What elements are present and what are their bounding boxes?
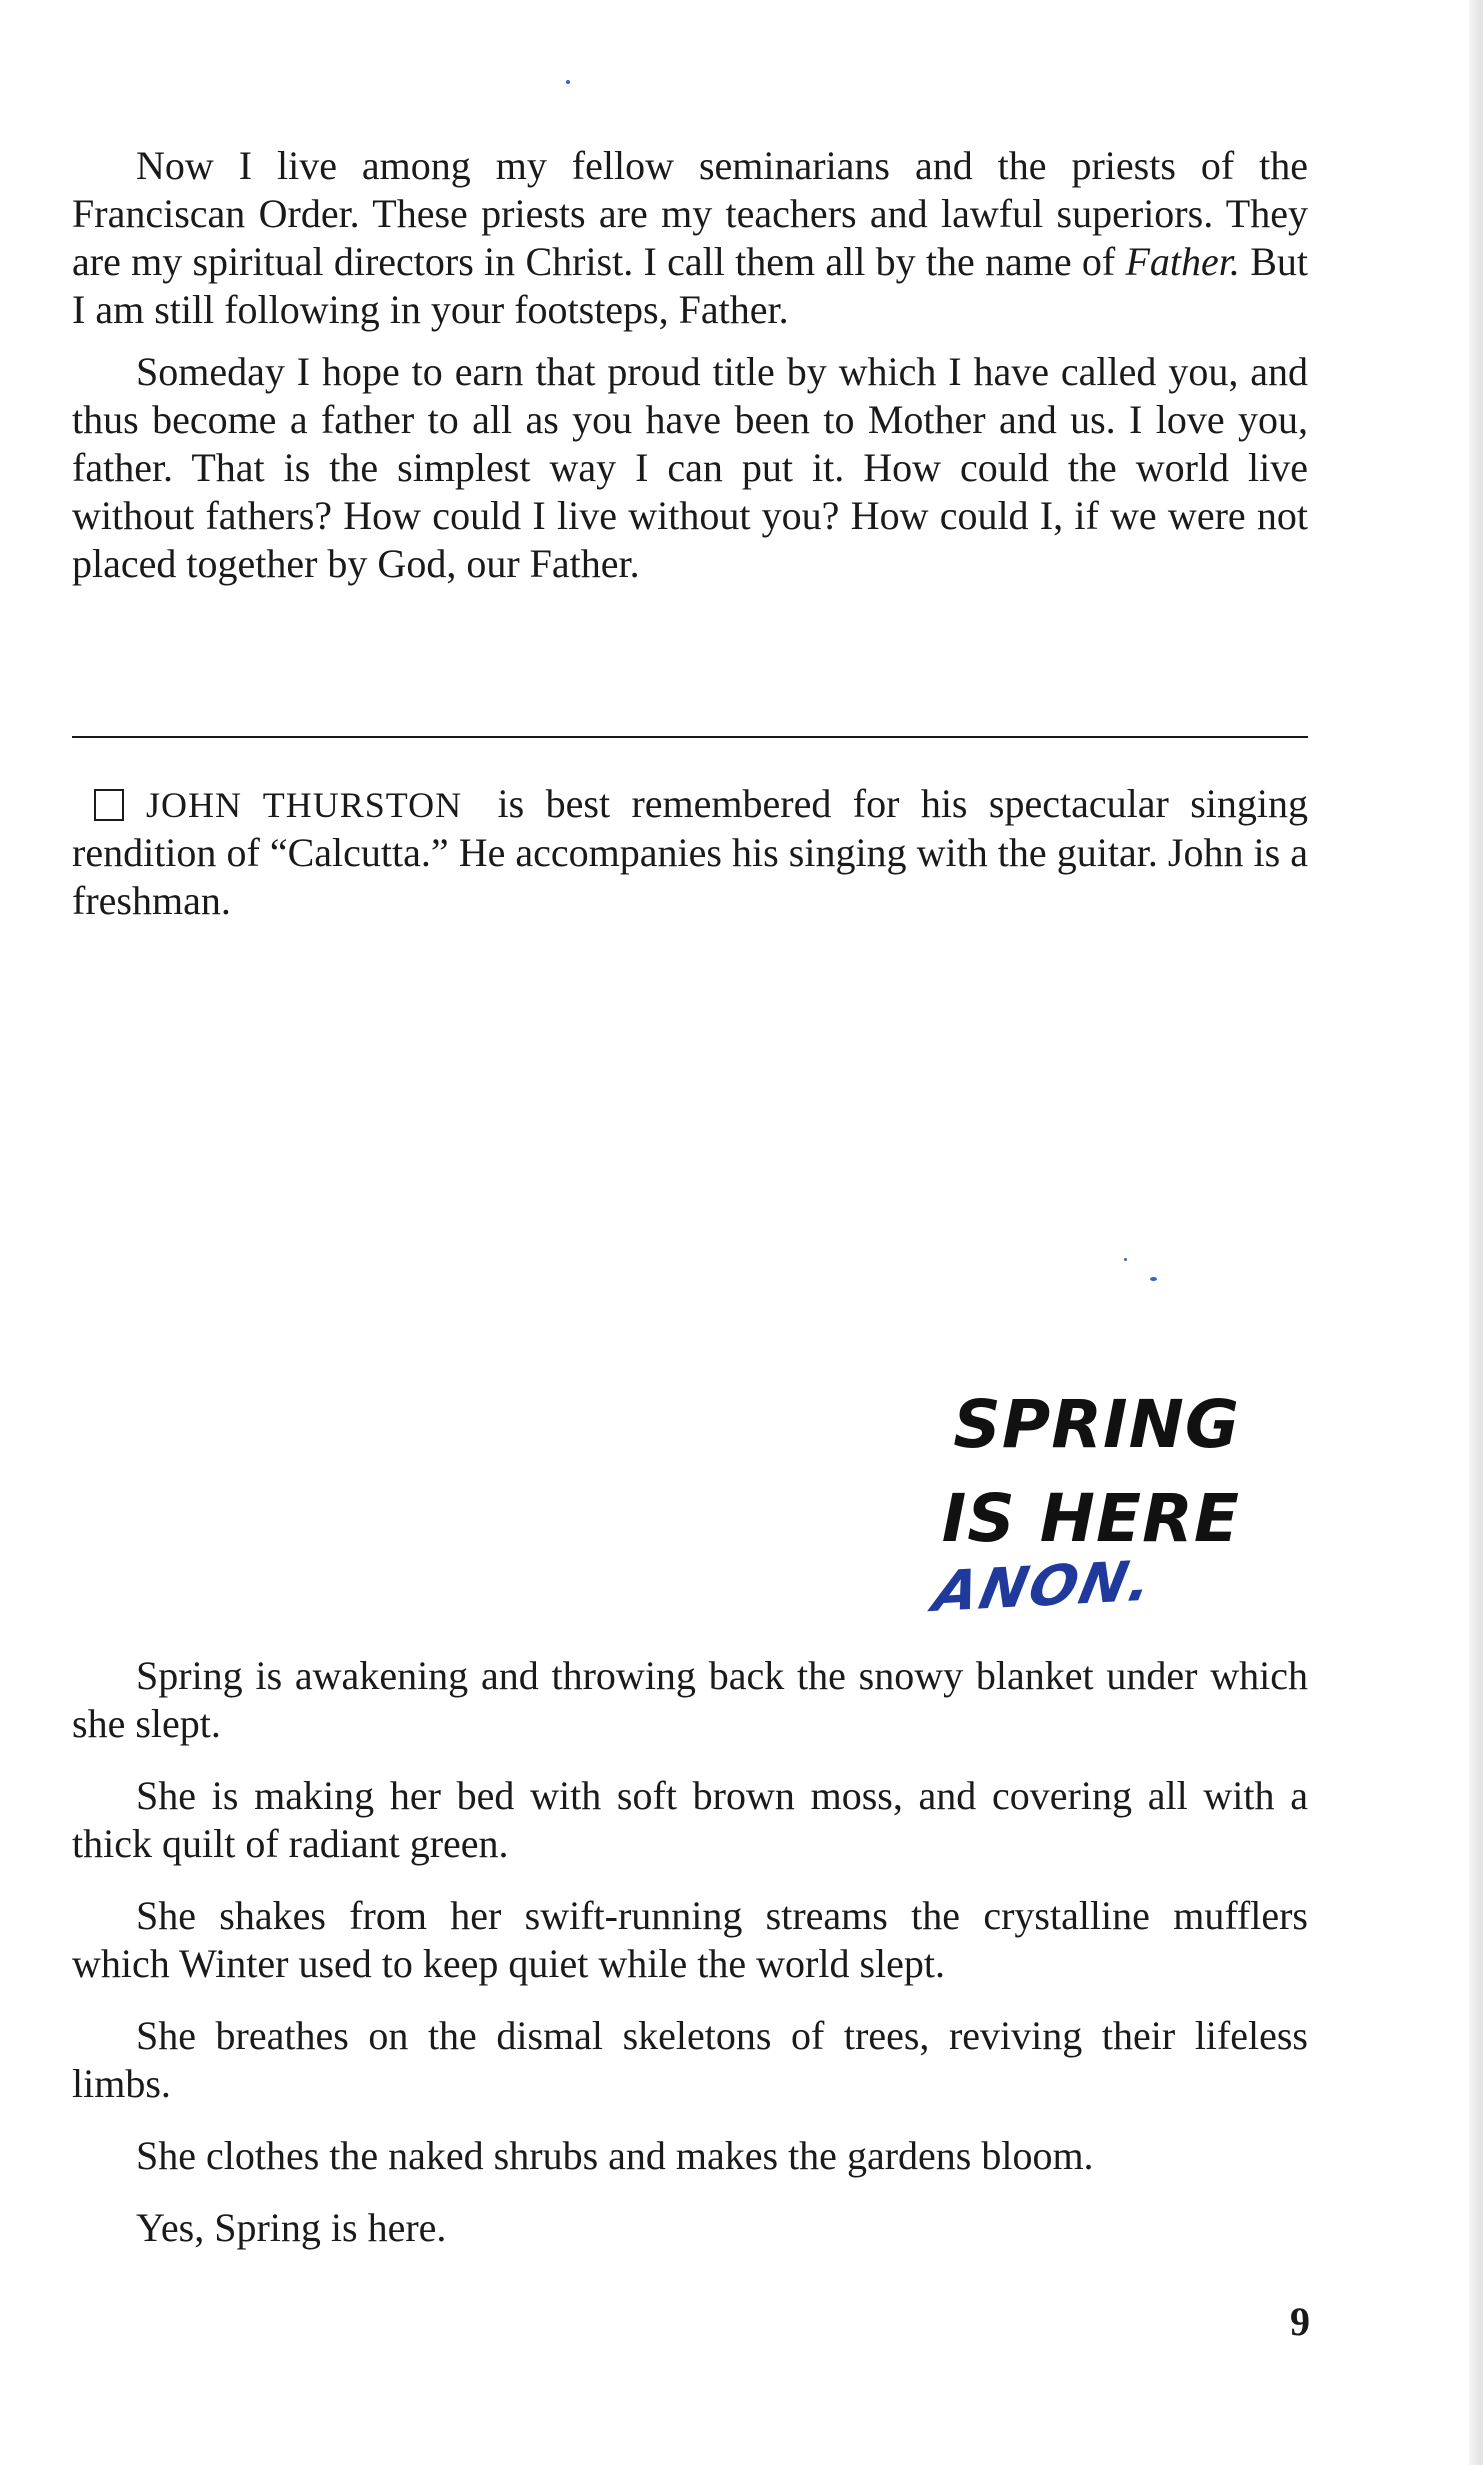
letter-section	[72, 142, 1308, 588]
poem-stanza: She breathes on the dismal skeletons of trees, reviving their lifeless limbs.	[72, 2013, 1308, 2106]
poem-title	[820, 1378, 1240, 1566]
section-divider	[72, 736, 1308, 738]
poem-title-line-1: SPRING	[953, 1386, 1240, 1463]
ink-speck	[566, 80, 570, 84]
poem-stanza: Spring is awakening and throwing back the snowy blanket under which she slept.	[72, 1653, 1308, 1746]
checkbox-square-icon	[94, 789, 124, 821]
poem-stanza: She is making her bed with soft brown moss, and covering all with a thick quilt of radiant green.	[72, 1773, 1308, 1866]
ink-speck	[1150, 1277, 1157, 1281]
letter-paragraph-1: Now I live among my fellow seminarians and the priests of the Franciscan Order. These priests are my teachers and lawful superiors. They are my spiritual directors in Christ. I call them all by the name of Father. But I am still following in your footsteps, Father.	[72, 143, 1308, 332]
poem-title-line-2: IS HERE	[941, 1480, 1240, 1557]
ink-speck	[1124, 1258, 1127, 1261]
bio-text: is best remembered for his spectacular singing rendition of “Calcutta.” He accompanies his singing with the guitar. John is a freshman.	[72, 781, 1308, 923]
scan-edge-shadow	[1469, 0, 1483, 2465]
italic-father: Father.	[1125, 239, 1240, 284]
poem-body	[72, 1652, 1308, 2252]
poem-stanza: She shakes from her swift-running streams the crystalline mufflers which Winter used to keep quiet while the world slept.	[72, 1893, 1308, 1986]
poem-stanza: She clothes the naked shrubs and makes the gardens bloom.	[136, 2133, 1094, 2178]
contributor-name: JOHN THURSTON	[146, 785, 463, 825]
contributor-note	[72, 780, 1308, 925]
bio-paragraph	[72, 780, 1308, 925]
letter-paragraph-2: Someday I hope to earn that proud title by which I have called you, and thus become a father to all as you have been to Mother and us. I love you, father. That is the simplest way I can put it. How could the world live without fathers? How could I live without you? How could I, if we were not placed together by God, our Father.	[72, 349, 1308, 586]
page-number: 9	[1290, 2299, 1310, 2344]
poem-stanza: Yes, Spring is here.	[136, 2205, 447, 2250]
handwritten-author: ANON.	[928, 1548, 1160, 1625]
